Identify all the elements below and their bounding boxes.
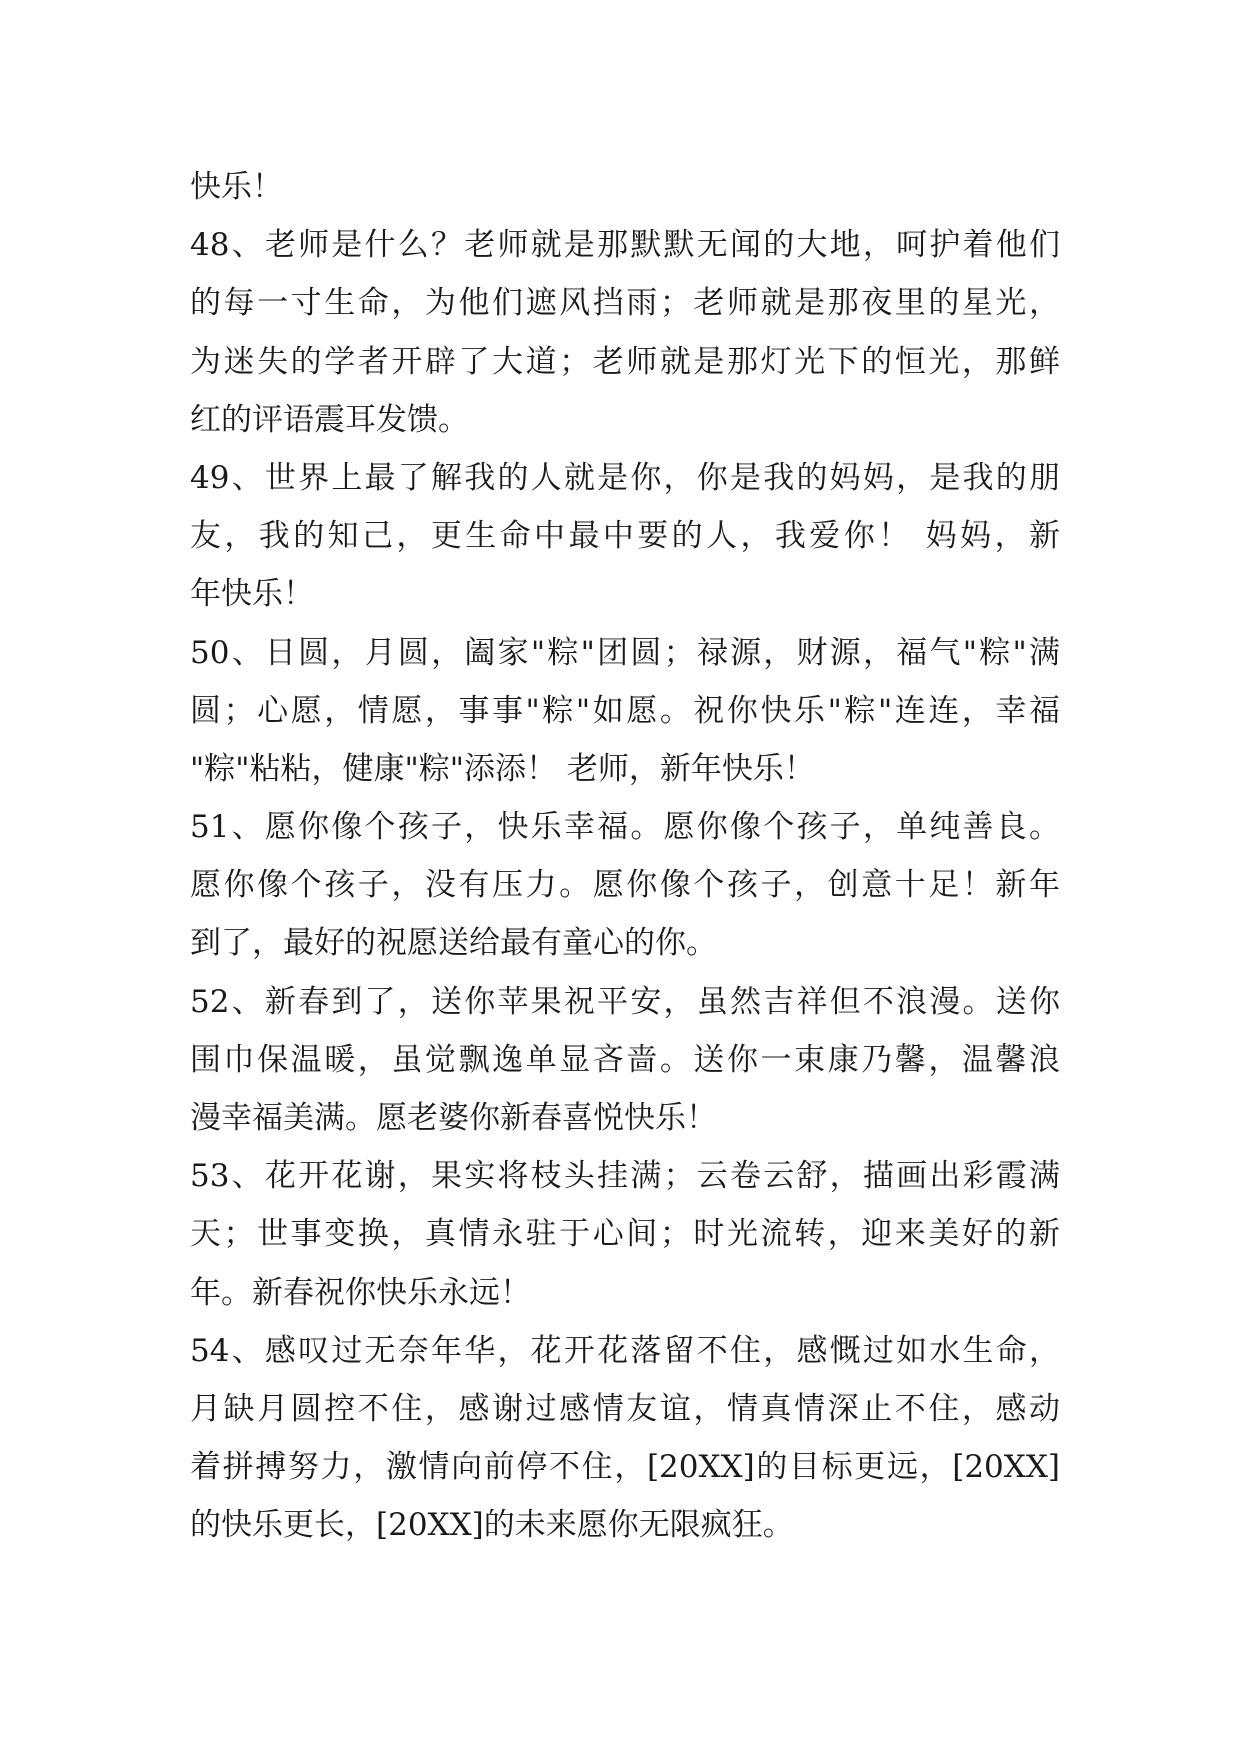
text-line: 天；世事变换，真情永驻于心间；时光流转，迎来美好的新	[190, 1216, 1060, 1253]
text-line: 50、日圆，月圆，阖家"粽"团圆；禄源，财源，福气"粽"满	[190, 634, 1060, 671]
text-line: 54、感叹过无奈年华，花开花落留不住，感慨过如水生命，	[190, 1332, 1060, 1369]
text-line: 的每一寸生命，为他们遮风挡雨；老师就是那夜里的星光，	[190, 285, 1060, 322]
text-line: 红的评语震耳发馈。	[190, 401, 469, 438]
text-line: 愿你像个孩子，没有压力。愿你像个孩子，创意十足！新年	[190, 867, 1060, 904]
text-line: 48、老师是什么？老师就是那默默无闻的大地，呵护着他们	[190, 227, 1060, 264]
text-line: 53、花开花谢，果实将枝头挂满；云卷云舒，描画出彩霞满	[190, 1158, 1060, 1195]
text-line: 圆；心愿，情愿，事事"粽"如愿。祝你快乐"粽"连连，幸福	[190, 692, 1060, 729]
text-line: 年快乐！	[190, 576, 314, 613]
text-line: 年。新春祝你快乐永远！	[190, 1274, 531, 1311]
document-body	[190, 158, 1060, 1555]
text-line: "粽"粘粘，健康"粽"添添！ 老师，新年快乐！	[190, 750, 815, 787]
text-line: 快乐！	[190, 169, 283, 205]
text-line: 友，我的知己，更生命中最中要的人，我爱你！ 妈妈，新	[190, 518, 1060, 555]
text-line: 围巾保温暖，虽觉飘逸单显吝啬。送你一束康乃馨，温馨浪	[190, 1041, 1060, 1078]
text-line: 为迷失的学者开辟了大道；老师就是那灯光下的恒光，那鲜	[190, 343, 1060, 380]
text-line: 51、愿你像个孩子，快乐幸福。愿你像个孩子，单纯善良。	[190, 809, 1060, 846]
text-line: 52、新春到了，送你苹果祝平安，虽然吉祥但不浪漫。送你	[190, 983, 1060, 1020]
text-line: 的快乐更长，[20XX]的未来愿你无限疯狂。	[190, 1507, 794, 1544]
text-line: 漫幸福美满。愿老婆你新春喜悦快乐！	[190, 1100, 717, 1136]
text-line: 49、世界上最了解我的人就是你，你是我的妈妈，是我的朋	[190, 459, 1060, 496]
text-line: 着拼搏努力，激情向前停不住，[20XX]的目标更远，[20XX]	[190, 1449, 1060, 1486]
text-line: 月缺月圆控不住，感谢过感情友谊，情真情深止不住，感动	[190, 1390, 1060, 1427]
text-line: 到了，最好的祝愿送给最有童心的你。	[190, 925, 717, 962]
